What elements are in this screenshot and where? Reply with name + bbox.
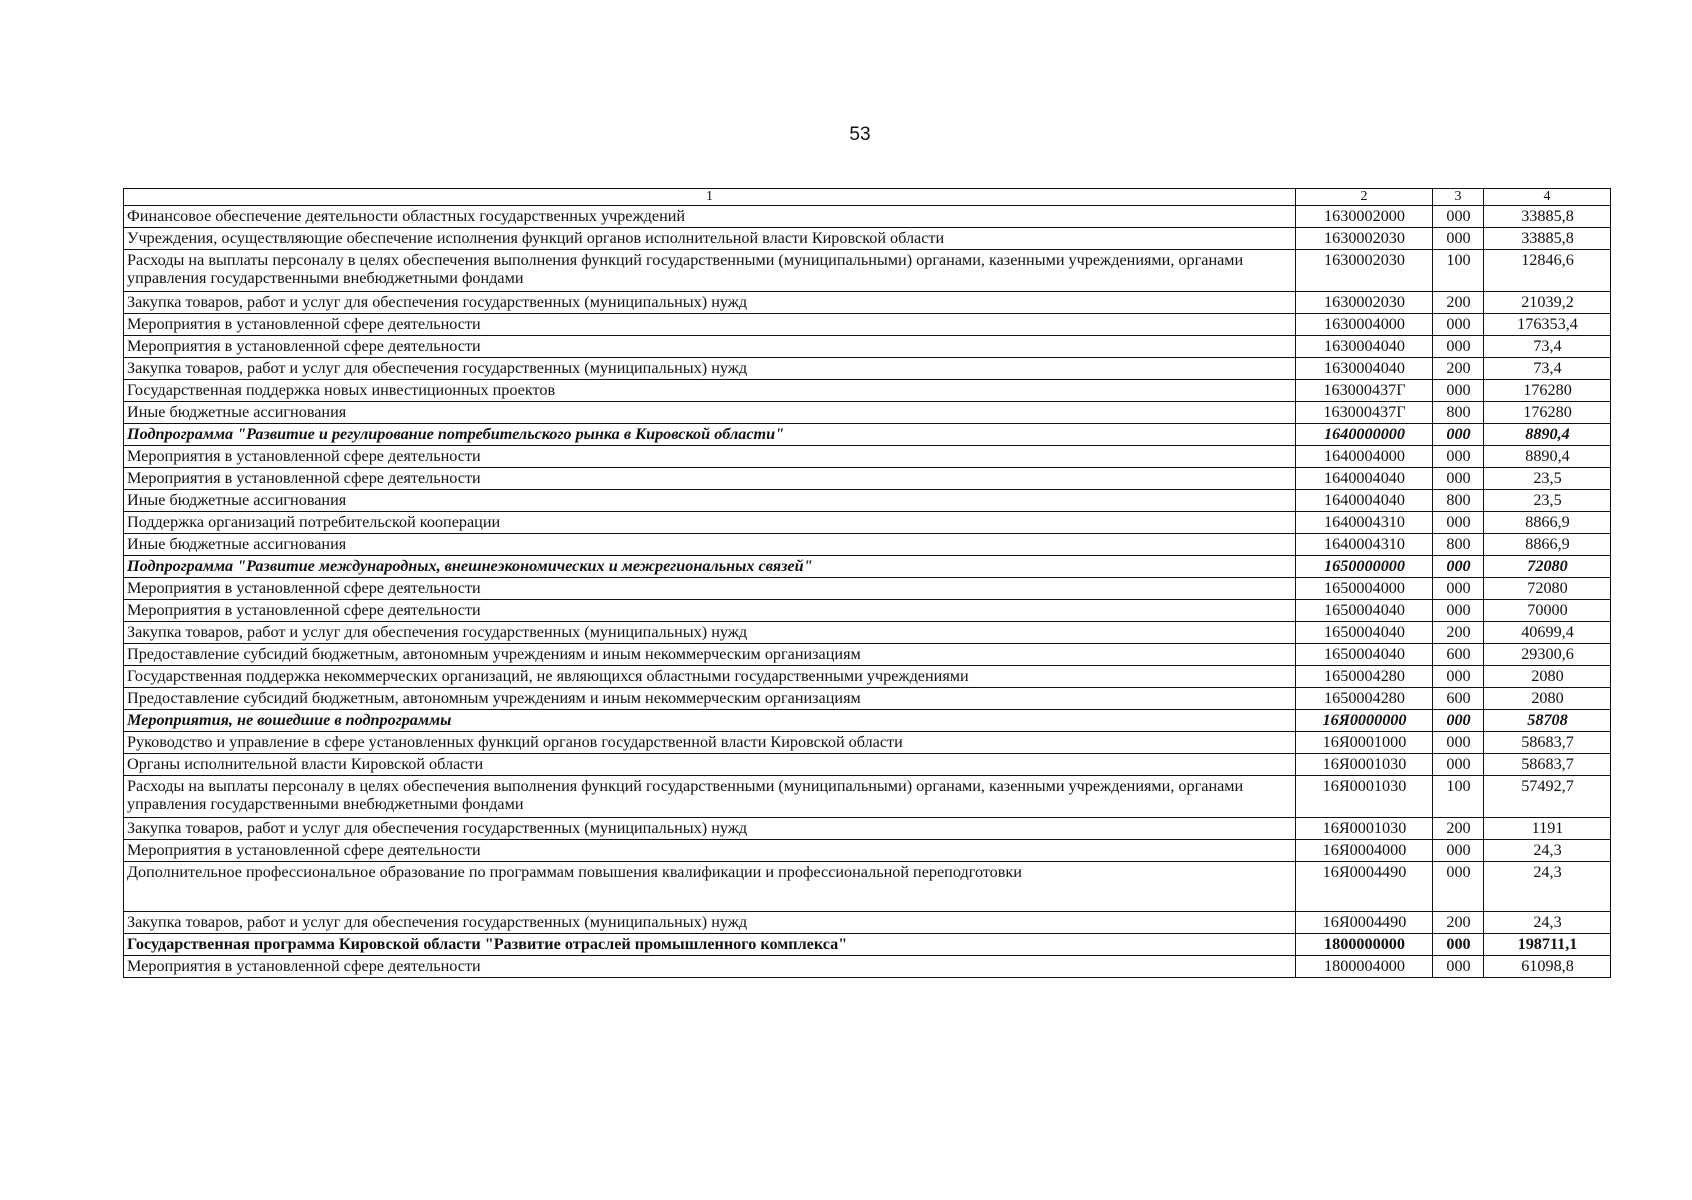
- table-row: [124, 292, 1611, 314]
- target-code-cell: 1650004000: [1296, 578, 1433, 600]
- expense-type-cell: 000: [1433, 840, 1484, 862]
- target-code-cell: 1650004280: [1296, 688, 1433, 710]
- expense-name-cell: Мероприятия в установленной сфере деятельности: [124, 600, 1296, 622]
- amount-cell: 8890,4: [1484, 424, 1611, 446]
- expense-name-cell: Иные бюджетные ассигнования: [124, 534, 1296, 556]
- table-row: [124, 732, 1611, 754]
- expense-type-cell: 100: [1433, 250, 1484, 292]
- target-code-cell: 1630002030: [1296, 228, 1433, 250]
- expense-type-cell: 000: [1433, 710, 1484, 732]
- expense-type-cell: 100: [1433, 776, 1484, 818]
- expense-name-cell: Органы исполнительной власти Кировской области: [124, 754, 1296, 776]
- table-row: [124, 490, 1611, 512]
- table-row: [124, 250, 1611, 292]
- expense-name-cell: Мероприятия в установленной сфере деятельности: [124, 336, 1296, 358]
- expense-name-cell: Подпрограмма "Развитие международных, внешнеэкономических и межрегиональных связей": [124, 556, 1296, 578]
- table-row: [124, 644, 1611, 666]
- expense-name-cell: Руководство и управление в сфере установленных функций органов государственной власти Кировской области: [124, 732, 1296, 754]
- expense-name-cell: Учреждения, осуществляющие обеспечение исполнения функций органов исполнительной власти Кировской области: [124, 228, 1296, 250]
- amount-cell: 21039,2: [1484, 292, 1611, 314]
- expense-type-cell: 800: [1433, 534, 1484, 556]
- expense-name-cell: Закупка товаров, работ и услуг для обеспечения государственных (муниципальных) нужд: [124, 358, 1296, 380]
- target-code-cell: 1640004040: [1296, 468, 1433, 490]
- amount-cell: 29300,6: [1484, 644, 1611, 666]
- table-row: [124, 688, 1611, 710]
- table-row: [124, 228, 1611, 250]
- target-code-cell: 16Я0004000: [1296, 840, 1433, 862]
- expense-type-cell: 000: [1433, 556, 1484, 578]
- expense-type-cell: 200: [1433, 818, 1484, 840]
- expense-name-cell: Мероприятия в установленной сфере деятельности: [124, 468, 1296, 490]
- target-code-cell: 16Я0001000: [1296, 732, 1433, 754]
- table-row: [124, 776, 1611, 818]
- amount-cell: 58683,7: [1484, 732, 1611, 754]
- amount-cell: 1191: [1484, 818, 1611, 840]
- target-code-cell: 1650004040: [1296, 644, 1433, 666]
- table-row: [124, 380, 1611, 402]
- table-row: [124, 666, 1611, 688]
- table-row: [124, 358, 1611, 380]
- amount-cell: 2080: [1484, 688, 1611, 710]
- table-row: [124, 402, 1611, 424]
- target-code-cell: 1650004040: [1296, 600, 1433, 622]
- amount-cell: 33885,8: [1484, 228, 1611, 250]
- target-code-cell: 1630002000: [1296, 206, 1433, 228]
- expense-type-cell: 000: [1433, 314, 1484, 336]
- amount-cell: 58683,7: [1484, 754, 1611, 776]
- expense-name-cell: Государственная программа Кировской области "Развитие отраслей промышленного комплекса": [124, 934, 1296, 956]
- amount-cell: 176353,4: [1484, 314, 1611, 336]
- table-row: [124, 314, 1611, 336]
- table-row: [124, 600, 1611, 622]
- amount-cell: 33885,8: [1484, 206, 1611, 228]
- amount-cell: 8866,9: [1484, 534, 1611, 556]
- table-row: [124, 912, 1611, 934]
- table-row: [124, 534, 1611, 556]
- expense-name-cell: Расходы на выплаты персоналу в целях обеспечения выполнения функций государственными (муниципальными) органами, казенными учреждениями, органами управления государственными внебюджетными фондами: [124, 250, 1296, 292]
- expense-type-cell: 000: [1433, 600, 1484, 622]
- budget-table: [123, 188, 1611, 978]
- column-header-3: 3: [1433, 189, 1484, 206]
- expense-name-cell: Поддержка организаций потребительской кооперации: [124, 512, 1296, 534]
- expense-name-cell: Предоставление субсидий бюджетным, автономным учреждениям и иным некоммерческим организациям: [124, 644, 1296, 666]
- amount-cell: 72080: [1484, 556, 1611, 578]
- expense-type-cell: 000: [1433, 380, 1484, 402]
- amount-cell: 176280: [1484, 380, 1611, 402]
- table-row: [124, 446, 1611, 468]
- expense-type-cell: 000: [1433, 956, 1484, 978]
- target-code-cell: 16Я0001030: [1296, 754, 1433, 776]
- target-code-cell: 1630004000: [1296, 314, 1433, 336]
- expense-name-cell: Закупка товаров, работ и услуг для обеспечения государственных (муниципальных) нужд: [124, 818, 1296, 840]
- column-header-2: 2: [1296, 189, 1433, 206]
- amount-cell: 8890,4: [1484, 446, 1611, 468]
- expense-type-cell: 000: [1433, 336, 1484, 358]
- amount-cell: 23,5: [1484, 490, 1611, 512]
- table-row: [124, 840, 1611, 862]
- expense-name-cell: Мероприятия в установленной сфере деятельности: [124, 840, 1296, 862]
- expense-type-cell: 000: [1433, 732, 1484, 754]
- expense-name-cell: Расходы на выплаты персоналу в целях обеспечения выполнения функций государственными (муниципальными) органами, казенными учреждениями, органами управления государственными внебюджетными фондами: [124, 776, 1296, 818]
- table-row: [124, 424, 1611, 446]
- amount-cell: 73,4: [1484, 358, 1611, 380]
- target-code-cell: 1640000000: [1296, 424, 1433, 446]
- column-number-header-row: [124, 189, 1611, 206]
- expense-type-cell: 800: [1433, 490, 1484, 512]
- amount-cell: 73,4: [1484, 336, 1611, 358]
- amount-cell: 24,3: [1484, 912, 1611, 934]
- expense-type-cell: 200: [1433, 358, 1484, 380]
- expense-type-cell: 000: [1433, 468, 1484, 490]
- expense-type-cell: 000: [1433, 228, 1484, 250]
- table-row: [124, 206, 1611, 228]
- expense-name-cell: Дополнительное профессиональное образование по программам повышения квалификации и профессиональной переподготовки: [124, 862, 1296, 912]
- expense-name-cell: Иные бюджетные ассигнования: [124, 490, 1296, 512]
- expense-type-cell: 000: [1433, 862, 1484, 912]
- target-code-cell: 1640004040: [1296, 490, 1433, 512]
- expense-type-cell: 000: [1433, 512, 1484, 534]
- expense-type-cell: 000: [1433, 206, 1484, 228]
- target-code-cell: 1650004040: [1296, 622, 1433, 644]
- expense-type-cell: 000: [1433, 754, 1484, 776]
- target-code-cell: 16Я0001030: [1296, 818, 1433, 840]
- amount-cell: 58708: [1484, 710, 1611, 732]
- amount-cell: 8866,9: [1484, 512, 1611, 534]
- target-code-cell: 1630002030: [1296, 250, 1433, 292]
- target-code-cell: 1630002030: [1296, 292, 1433, 314]
- expense-type-cell: 000: [1433, 578, 1484, 600]
- page-number: 53: [849, 124, 871, 145]
- target-code-cell: 1640004000: [1296, 446, 1433, 468]
- expense-name-cell: Мероприятия, не вошедшие в подпрограммы: [124, 710, 1296, 732]
- expense-type-cell: 600: [1433, 688, 1484, 710]
- expense-name-cell: Финансовое обеспечение деятельности областных государственных учреждений: [124, 206, 1296, 228]
- target-code-cell: 1650000000: [1296, 556, 1433, 578]
- target-code-cell: 1630004040: [1296, 336, 1433, 358]
- table-row: [124, 512, 1611, 534]
- table-row: [124, 468, 1611, 490]
- table-row: [124, 862, 1611, 912]
- expense-name-cell: Государственная поддержка некоммерческих организаций, не являющихся областными государственными учреждениями: [124, 666, 1296, 688]
- table-row: [124, 710, 1611, 732]
- expense-type-cell: 600: [1433, 644, 1484, 666]
- amount-cell: 57492,7: [1484, 776, 1611, 818]
- expense-type-cell: 200: [1433, 292, 1484, 314]
- target-code-cell: 16Я0004490: [1296, 912, 1433, 934]
- expense-type-cell: 000: [1433, 446, 1484, 468]
- amount-cell: 23,5: [1484, 468, 1611, 490]
- expense-name-cell: Государственная поддержка новых инвестиционных проектов: [124, 380, 1296, 402]
- target-code-cell: 1640004310: [1296, 534, 1433, 556]
- expense-type-cell: 000: [1433, 424, 1484, 446]
- expense-name-cell: Предоставление субсидий бюджетным, автономным учреждениям и иным некоммерческим организациям: [124, 688, 1296, 710]
- target-code-cell: 163000437Г: [1296, 380, 1433, 402]
- expense-type-cell: 000: [1433, 934, 1484, 956]
- target-code-cell: 1650004280: [1296, 666, 1433, 688]
- expense-name-cell: Подпрограмма "Развитие и регулирование потребительского рынка в Кировской области": [124, 424, 1296, 446]
- table-row: [124, 754, 1611, 776]
- table-row: [124, 934, 1611, 956]
- amount-cell: 61098,8: [1484, 956, 1611, 978]
- target-code-cell: 1630004040: [1296, 358, 1433, 380]
- target-code-cell: 16Я0000000: [1296, 710, 1433, 732]
- amount-cell: 24,3: [1484, 840, 1611, 862]
- table-row: [124, 578, 1611, 600]
- amount-cell: 12846,6: [1484, 250, 1611, 292]
- expense-name-cell: Мероприятия в установленной сфере деятельности: [124, 446, 1296, 468]
- expense-name-cell: Мероприятия в установленной сфере деятельности: [124, 314, 1296, 336]
- table-row: [124, 336, 1611, 358]
- amount-cell: 2080: [1484, 666, 1611, 688]
- expense-name-cell: Иные бюджетные ассигнования: [124, 402, 1296, 424]
- table-row: [124, 956, 1611, 978]
- target-code-cell: 1800004000: [1296, 956, 1433, 978]
- expense-name-cell: Закупка товаров, работ и услуг для обеспечения государственных (муниципальных) нужд: [124, 912, 1296, 934]
- expense-type-cell: 200: [1433, 912, 1484, 934]
- expense-name-cell: Закупка товаров, работ и услуг для обеспечения государственных (муниципальных) нужд: [124, 622, 1296, 644]
- amount-cell: 40699,4: [1484, 622, 1611, 644]
- expense-name-cell: Мероприятия в установленной сфере деятельности: [124, 956, 1296, 978]
- target-code-cell: 1640004310: [1296, 512, 1433, 534]
- amount-cell: 70000: [1484, 600, 1611, 622]
- target-code-cell: 163000437Г: [1296, 402, 1433, 424]
- amount-cell: 72080: [1484, 578, 1611, 600]
- expense-type-cell: 000: [1433, 666, 1484, 688]
- expense-name-cell: Закупка товаров, работ и услуг для обеспечения государственных (муниципальных) нужд: [124, 292, 1296, 314]
- table-row: [124, 622, 1611, 644]
- expense-name-cell: Мероприятия в установленной сфере деятельности: [124, 578, 1296, 600]
- expense-type-cell: 800: [1433, 402, 1484, 424]
- target-code-cell: 1800000000: [1296, 934, 1433, 956]
- column-header-4: 4: [1484, 189, 1611, 206]
- amount-cell: 24,3: [1484, 862, 1611, 912]
- amount-cell: 198711,1: [1484, 934, 1611, 956]
- table-row: [124, 556, 1611, 578]
- column-header-1: 1: [124, 189, 1296, 206]
- target-code-cell: 16Я0004490: [1296, 862, 1433, 912]
- table-row: [124, 818, 1611, 840]
- target-code-cell: 16Я0001030: [1296, 776, 1433, 818]
- amount-cell: 176280: [1484, 402, 1611, 424]
- expense-type-cell: 200: [1433, 622, 1484, 644]
